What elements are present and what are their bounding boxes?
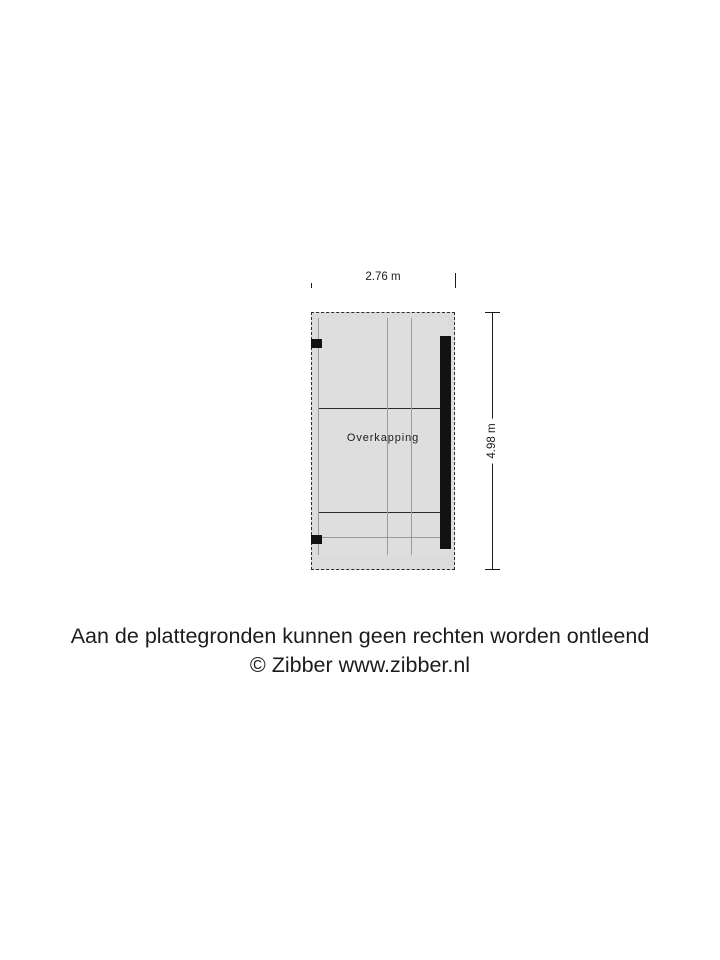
- disclaimer: [0, 622, 720, 680]
- dimension-tick-height-bottom: [485, 569, 500, 570]
- interior-line-horizontal-lower: [318, 512, 448, 513]
- dimension-tick-height-top: [485, 312, 500, 313]
- interior-line-horizontal-upper: [318, 408, 448, 409]
- dimension-label-width: [311, 271, 455, 283]
- room-label-overkapping: Overkapping: [346, 432, 420, 444]
- disclaimer-line-2: © Zibber www.zibber.nl: [249, 653, 471, 677]
- wall-stub-top-left: [311, 339, 322, 348]
- wall-stub-bottom-left: [311, 535, 322, 544]
- dimension-label-width-text: 2.76 m: [360, 271, 405, 283]
- dimension-tick-width-right: [455, 273, 456, 288]
- disclaimer-line-1: Aan de plattegronden kunnen geen rechten worden ontleend: [70, 624, 650, 648]
- interior-line-horizontal-bottom: [318, 537, 448, 538]
- dimension-label-height: 4.98 m: [483, 418, 501, 463]
